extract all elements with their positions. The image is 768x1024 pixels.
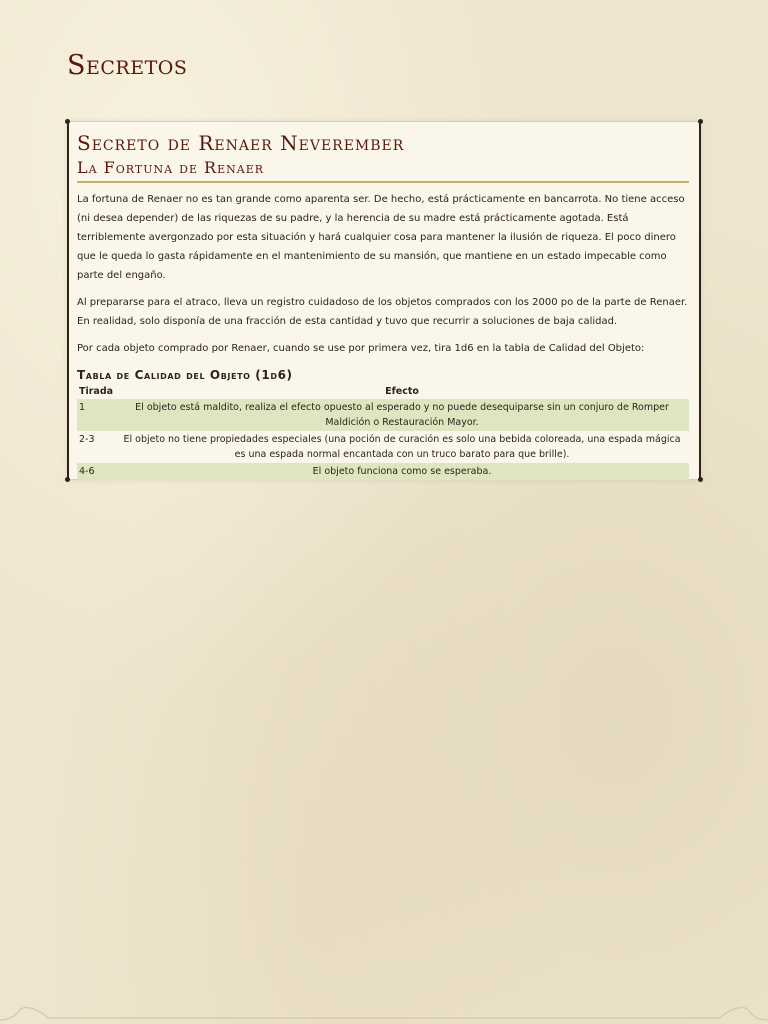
note-corner-ornament [65, 119, 70, 124]
page-title: Secretos [67, 50, 188, 81]
table-header-roll: Tirada [79, 386, 114, 397]
page-footer-ornament [0, 994, 768, 1024]
table-header-row [77, 384, 689, 399]
note-title: Secreto de Renaer Neverember [77, 131, 405, 155]
note-box [67, 121, 701, 480]
table-cell-effect: El objeto funciona como se esperaba. [115, 463, 689, 480]
note-subtitle: La Fortuna de Renaer [77, 158, 689, 183]
note-paragraph: Al prepararse para el atraco, lleva un registro cuidadoso de los objetos comprados con los 2000 po de la parte de Renaer. En realidad, solo disponía de una fracción de esta cantidad y tuvo que recurrir a soluciones de baja calidad. [77, 297, 688, 327]
table-cell-roll: 2-3 [79, 434, 95, 445]
table-title: Tabla de Calidad del Objeto (1d6) [77, 368, 293, 382]
table-cell-roll: 1 [77, 399, 115, 431]
note-corner-ornament [65, 477, 70, 482]
table-cell-roll: 4-6 [77, 463, 115, 480]
note-corner-ornament [698, 119, 703, 124]
note-paragraph: La fortuna de Renaer no es tan grande como aparenta ser. De hecho, está prácticamente en bancarrota. No tiene acceso (ni desea depender) de las riquezas de su padre, y la herencia de su madre está prácticamente agotada. Está terriblemente avergonzado por esta situación y hará cualquier cosa para mantener la ilusión de riqueza. El poco dinero que le queda lo gasta rápidamente en el mantenimiento de su mansión, que mantiene en un estado impecable como parte del engaño. [77, 194, 685, 281]
table-cell-effect: El objeto está maldito, realiza el efecto opuesto al esperado y no puede desequiparse sin un conjuro de Romper Maldición o Restauración Mayor. [115, 399, 689, 431]
table-row [77, 431, 689, 463]
quality-table [77, 384, 689, 480]
table-cell-effect: El objeto no tiene propiedades especiales (una poción de curación es solo una bebida coloreada, una espada mágica es una espada normal encantada con un truco barato para que brille). [123, 434, 681, 460]
note-corner-ornament [698, 477, 703, 482]
note-paragraph: Por cada objeto comprado por Renaer, cuando se use por primera vez, tira 1d6 en la tabla de Calidad del Objeto: [77, 343, 645, 354]
table-header-effect: Efecto [385, 386, 419, 397]
table-row [77, 463, 689, 480]
table-row [77, 399, 689, 431]
